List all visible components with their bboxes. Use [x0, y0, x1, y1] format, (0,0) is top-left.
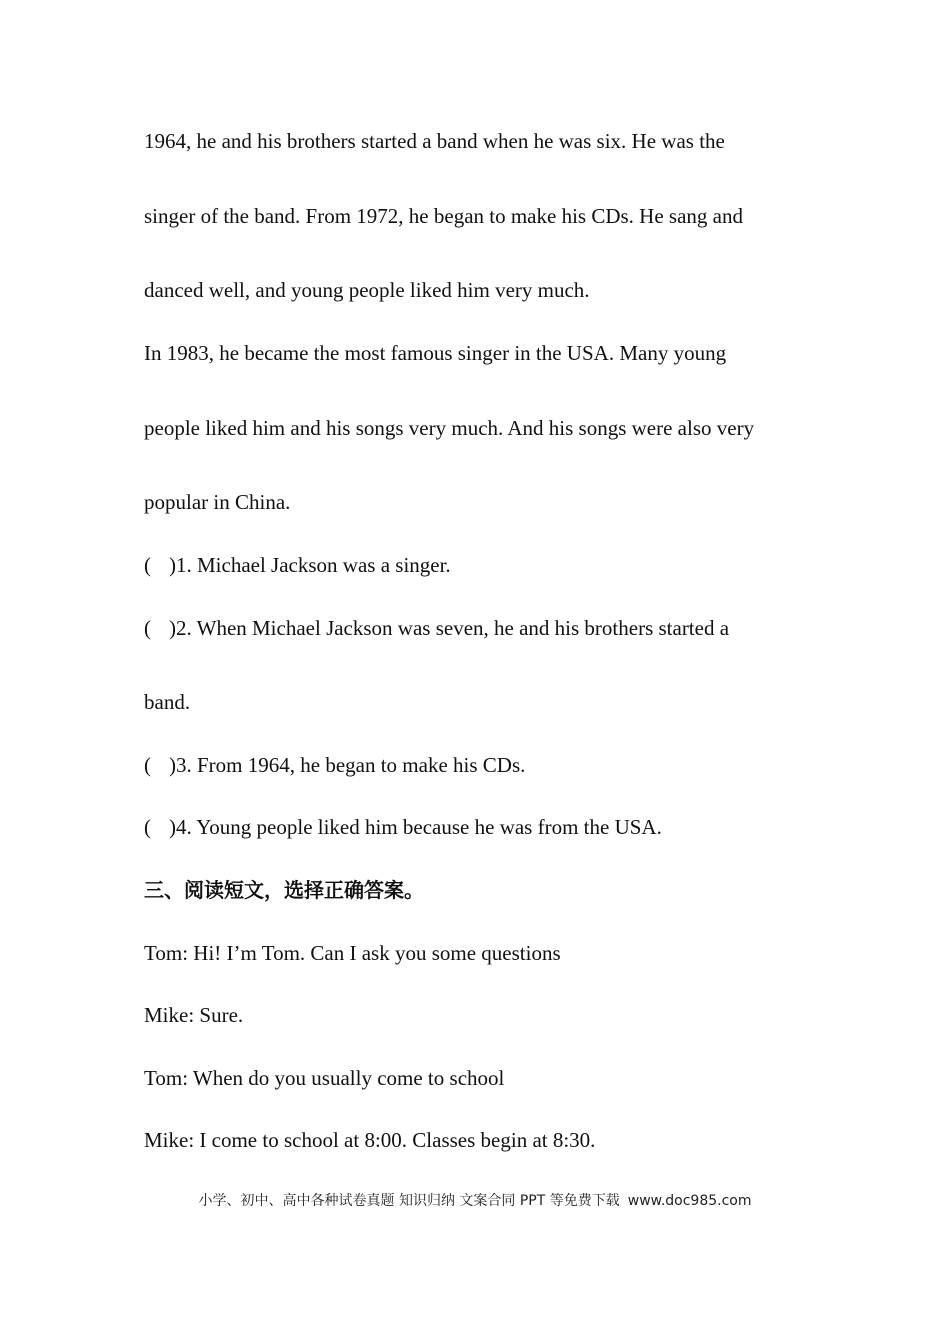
- footer-link[interactable]: www.doc985.com: [627, 1193, 752, 1209]
- question-text: 1. Michael Jackson was a singer.: [176, 553, 451, 577]
- passage-line: singer of the band. From 1972, he began to make his CDs. He sang and: [144, 204, 743, 228]
- passage-line: people liked him and his songs very much. And his songs were also very: [144, 416, 755, 440]
- answer-blank-close: ): [169, 616, 176, 640]
- answer-blank-open: (: [144, 616, 151, 640]
- passage-line: In 1983, he became the most famous singer in the USA. Many young: [144, 341, 727, 365]
- footer-text: 小学、初中、高中各种试卷真题 知识归纳 文案合同 PPT 等免费下载: [198, 1193, 620, 1209]
- question-text: 2. When Michael Jackson was seven, he and his brothers started a: [176, 616, 730, 640]
- passage-line: popular in China.: [144, 490, 291, 514]
- dialogue-line: Tom: Hi! I’m Tom. Can I ask you some questions: [144, 941, 561, 965]
- dialogue-line: Tom: When do you usually come to school: [144, 1066, 505, 1090]
- section-heading: 三、阅读短文，选择正确答案。: [144, 878, 424, 902]
- passage-line: 1964, he and his brothers started a band when he was six. He was the: [144, 129, 725, 153]
- question-item: [144, 551, 451, 579]
- question-text: 4. Young people liked him because he was from the USA.: [176, 815, 662, 839]
- question-text: 3. From 1964, he began to make his CDs.: [176, 753, 526, 777]
- question-item: [144, 614, 729, 642]
- answer-blank-open: (: [144, 753, 151, 777]
- answer-blank-close: ): [169, 553, 176, 577]
- passage-line: danced well, and young people liked him very much.: [144, 278, 590, 302]
- answer-blank-close: ): [169, 753, 176, 777]
- answer-blank-open: (: [144, 815, 151, 839]
- dialogue-line: Mike: I come to school at 8:00. Classes begin at 8:30.: [144, 1128, 596, 1152]
- question-continuation: band.: [144, 690, 191, 714]
- page-footer: [0, 1191, 950, 1211]
- answer-blank-open: (: [144, 553, 151, 577]
- dialogue-line: Mike: Sure.: [144, 1003, 244, 1027]
- question-item: [144, 751, 525, 779]
- question-item: [144, 813, 662, 841]
- answer-blank-close: ): [169, 815, 176, 839]
